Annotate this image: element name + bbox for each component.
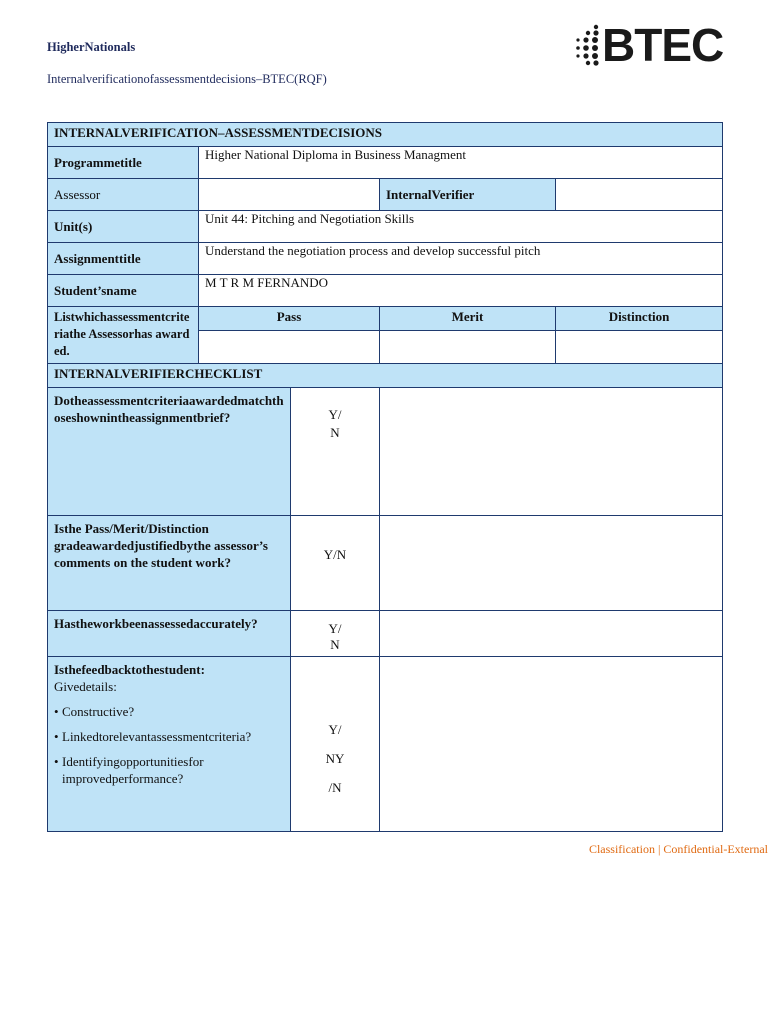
programme-field[interactable]: Higher National Diploma in Business Managment <box>199 147 723 179</box>
checklist-q3-comment[interactable] <box>380 611 723 657</box>
assessor-field[interactable] <box>199 179 380 211</box>
assignment-label: Assignmenttitle <box>48 243 199 275</box>
checklist-title: INTERNALVERIFIERCHECKLIST <box>48 364 723 388</box>
logo-text: BTEC <box>602 19 724 71</box>
q1-yn-line1: Y/ <box>328 407 342 422</box>
checklist-q4-yn[interactable] <box>291 657 380 832</box>
grade-pass-field[interactable] <box>199 331 380 364</box>
checklist-q3-yn[interactable] <box>291 611 380 657</box>
grade-header-distinction: Distinction <box>556 307 723 331</box>
q3-yn-line2: N <box>330 637 340 652</box>
checklist-q2-comment[interactable] <box>380 516 723 611</box>
checklist-q1-comment[interactable] <box>380 388 723 516</box>
unit-field[interactable]: Unit 44: Pitching and Negotiation Skills <box>199 211 723 243</box>
assignment-field[interactable]: Understand the negotiation process and develop successful pitch <box>199 243 723 275</box>
student-name-field[interactable]: M T R M FERNANDO <box>199 275 723 307</box>
checklist-q2-yn[interactable]: Y/N <box>291 516 380 611</box>
document-title: HigherNationals <box>47 40 136 54</box>
q4-yn-line2: NY <box>325 751 345 766</box>
grade-merit-field[interactable] <box>380 331 556 364</box>
checklist-q4-items <box>54 703 284 787</box>
unit-label: Unit(s) <box>48 211 199 243</box>
checklist-q4-give-details: Givedetails: <box>54 679 117 694</box>
q4-yn-line1: Y/ <box>328 722 342 737</box>
criteria-label: Listwhichassessmentcriteriathe Assessorhas awarded. <box>48 307 199 364</box>
btec-logo <box>574 19 724 72</box>
assessment-decision-form <box>47 122 723 832</box>
grade-header-pass: Pass <box>199 307 380 331</box>
classification-label: Classification | Confidential-External <box>588 842 768 856</box>
list-item: • Identifyingopportunitiesfor improvedperformance? <box>54 753 284 787</box>
grade-header-merit: Merit <box>380 307 556 331</box>
grade-distinction-field[interactable] <box>556 331 723 364</box>
q4-yn-line3: /N <box>328 780 342 795</box>
checklist-q4-question: Isthefeedbacktothestudent: <box>54 662 205 677</box>
student-name-label: Student’sname <box>48 275 199 307</box>
document-subtitle: Internalverificationofassessmentdecisions–BTEC(RQF) <box>47 72 327 86</box>
checklist-q4-question-cell <box>48 657 291 832</box>
list-item: • Linkedtorelevantassessmentcriteria? <box>54 728 284 745</box>
internal-verifier-label: InternalVerifier <box>380 179 556 211</box>
checklist-q3-question: Hastheworkbeenassessedaccurately? <box>48 611 291 657</box>
checklist-q1-yn[interactable] <box>291 388 380 516</box>
internal-verifier-field[interactable] <box>556 179 723 211</box>
programme-label: Programmetitle <box>48 147 199 179</box>
checklist-q1-question: Dotheassessmentcriteriaawardedmatchthoseshownintheassignmentbrief? <box>48 388 291 516</box>
checklist-q4-comment[interactable] <box>380 657 723 832</box>
section-title: INTERNALVERIFICATION–ASSESSMENTDECISIONS <box>48 123 723 147</box>
q3-yn-line1: Y/ <box>328 621 342 636</box>
q1-yn-line2: N <box>330 425 340 440</box>
dot-grid-icon <box>574 24 604 68</box>
checklist-q2-question: Isthe Pass/Merit/Distinction gradeawardedjustifiedbythe assessor’s comments on the student work? <box>48 516 291 611</box>
assessor-label: Assessor <box>48 179 199 211</box>
list-item: • Constructive? <box>54 703 284 720</box>
